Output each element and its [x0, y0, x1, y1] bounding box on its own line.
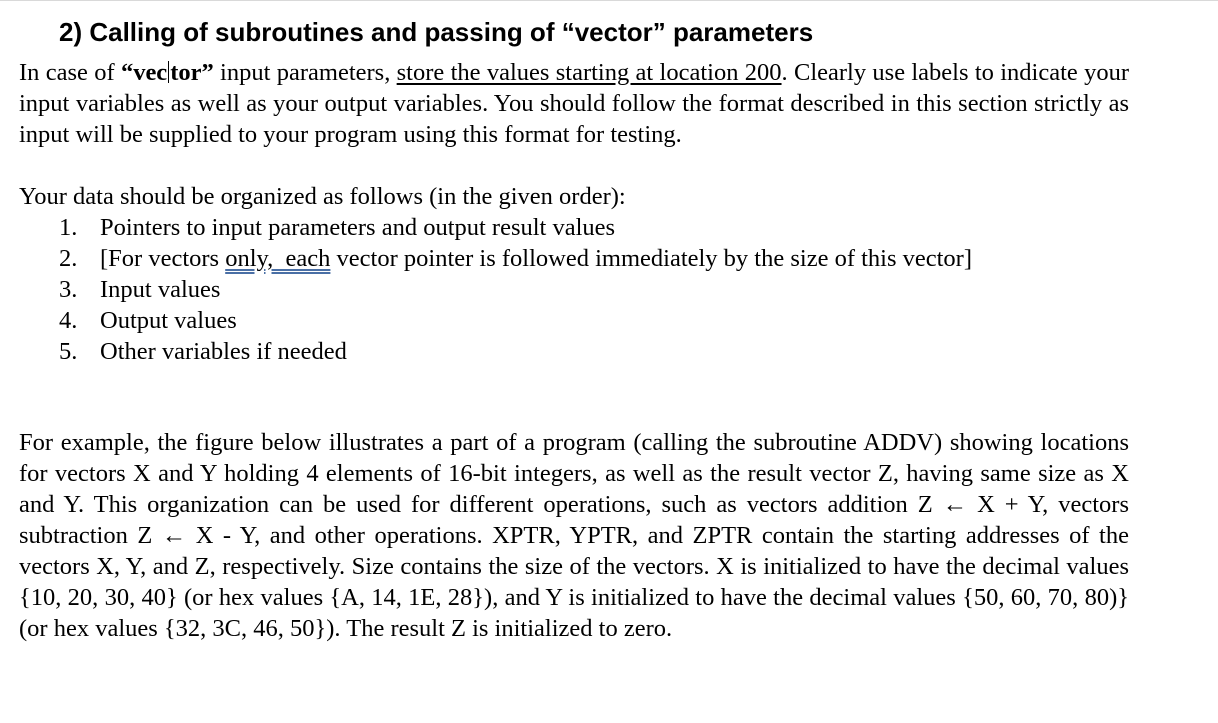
list-text: Output values	[100, 307, 237, 334]
section-heading: 2) Calling of subroutines and passing of “vector” parameters	[59, 17, 814, 47]
list-text: Other variables if needed	[100, 338, 347, 365]
list-number: 2.	[59, 245, 78, 272]
list-number: 4.	[59, 307, 78, 334]
list-item	[59, 212, 972, 243]
list-number: 5.	[59, 338, 78, 365]
page-top-border	[0, 0, 1218, 1]
list-number: 1.	[59, 214, 78, 241]
organization-lead: Your data should be organized as follows (in the given order):	[19, 183, 626, 210]
vector-term	[121, 59, 214, 86]
intro-text-2: input parameters,	[213, 59, 397, 86]
list-item	[59, 274, 972, 305]
intro-text-3: . Clearly use labels to indicate your input variables as well as your output variables. You should follow the format described in this section strictly as input will be supplied to your program using this format for testing.	[19, 59, 1129, 148]
location-underline: store the values starting at location 200	[396, 59, 782, 86]
list-text-pre: [For vectors	[100, 245, 226, 272]
example-paragraph: For example, the figure below illustrates a part of a program (calling the subroutine ADDV) showing locations for vectors X and Y holding 4 elements of 16-bit integers, as well as the result vector Z, having same size as X and Y. This organization can be used for different operations, such as vectors addition Z ← X + Y, vectors subtraction Z ← X - Y, and other operations. XPTR, YPTR, and ZPTR contain the starting addresses of the vectors X, Y, and Z, respectively. Size contains the size of the vectors. X is initialized to have the decimal values {10, 20, 30, 40} (or hex values {A, 14, 1E, 28}), and Y is initialized to have the decimal values {50, 60, 70, 80)} (or hex values {32, 3C, 46, 50}). The result Z is initialized to zero.	[19, 429, 1129, 642]
list-text-post: vector pointer is followed immediately by the size of this vector]	[330, 245, 973, 272]
intro-text-1: In case of	[19, 59, 121, 86]
list-item	[59, 305, 972, 336]
vector-term-start: “vec	[120, 59, 168, 86]
grammar-mark[interactable]: only, each	[225, 245, 331, 272]
intro-paragraph	[19, 57, 1129, 150]
list-text: Pointers to input parameters and output result values	[100, 214, 616, 241]
list-number: 3.	[59, 276, 78, 303]
list-text: Input values	[100, 276, 221, 303]
organization-list	[59, 212, 972, 367]
vector-term-end: tor”	[170, 59, 214, 86]
list-text	[100, 243, 972, 274]
list-item	[59, 336, 972, 367]
list-item	[59, 243, 972, 274]
